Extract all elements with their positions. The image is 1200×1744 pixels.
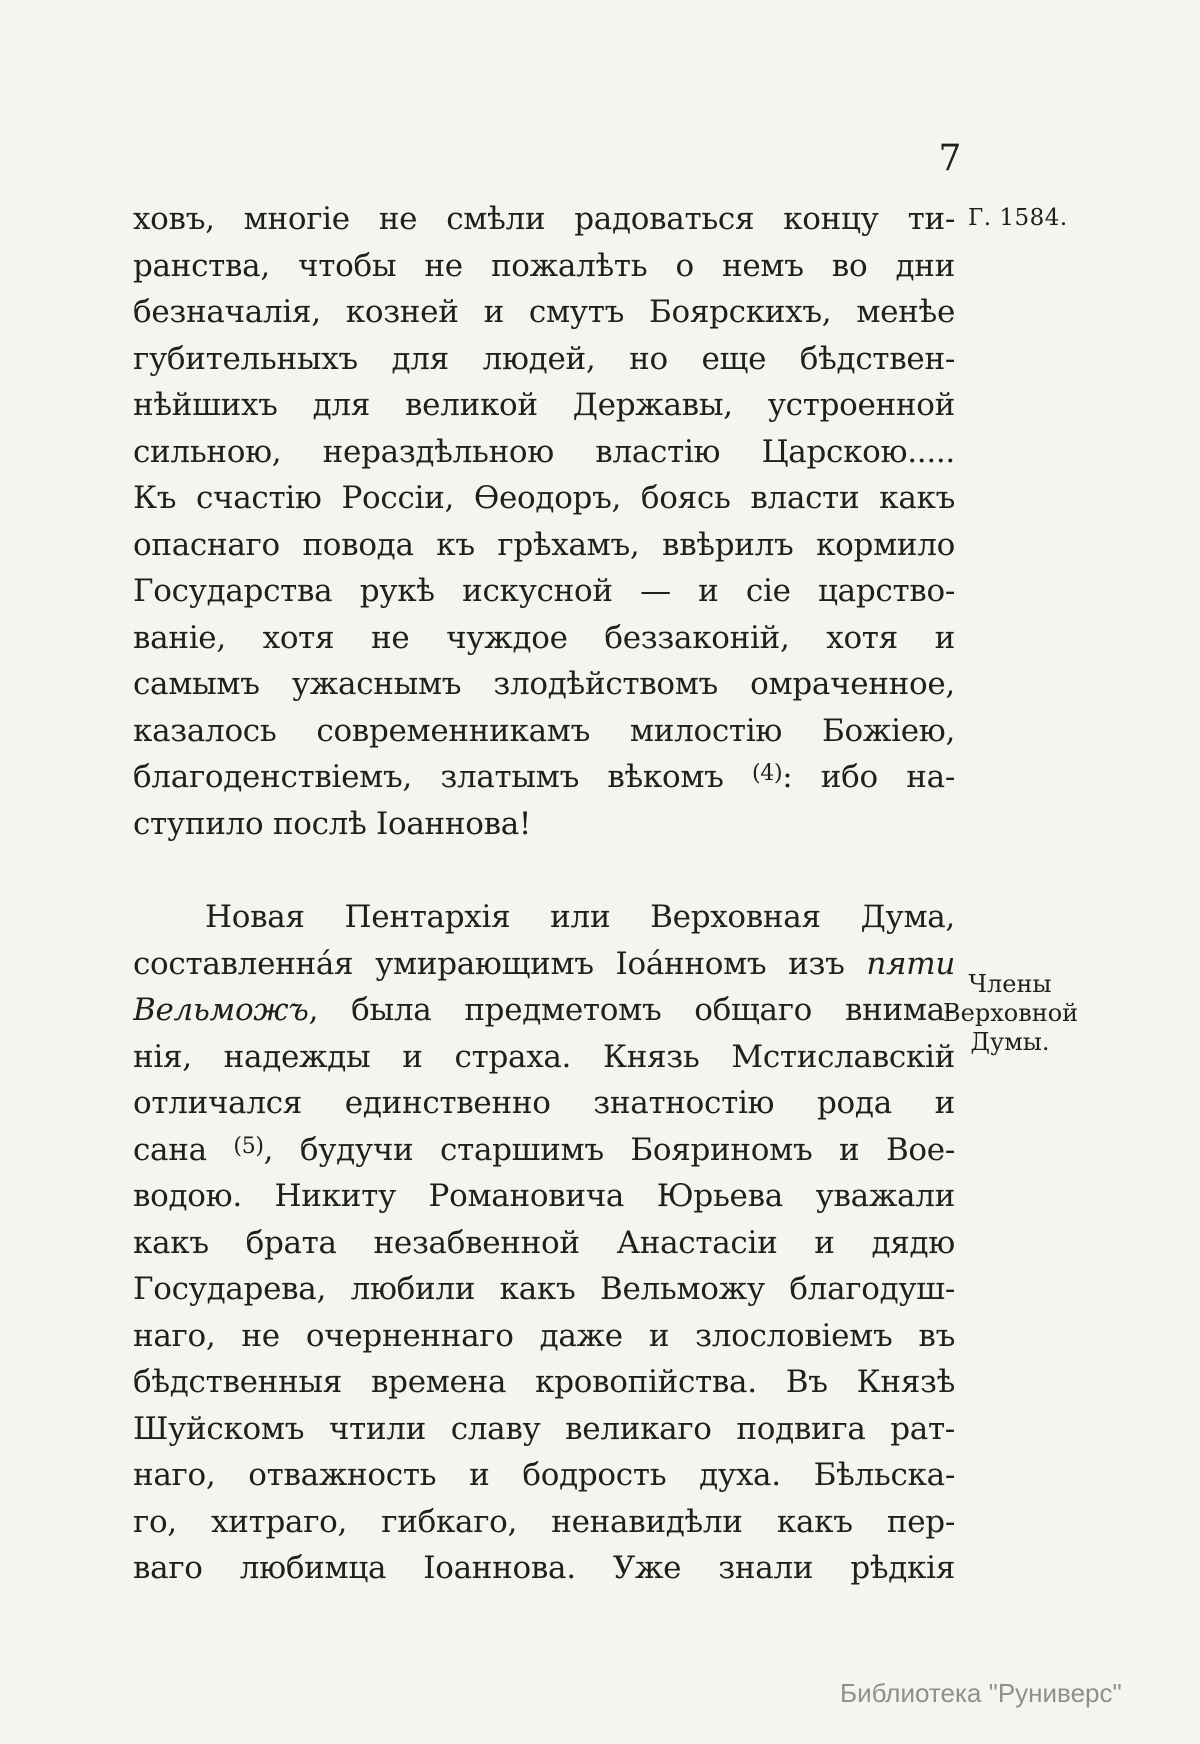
text-line: губительныхъ для людей, но еще бѣдствен- xyxy=(133,340,955,377)
library-watermark: Библиотека "Руниверс" xyxy=(840,1678,1122,1708)
text-segment: , будучи старшимъ Бояриномъ и Вое- xyxy=(263,1131,955,1168)
text-line: ховъ, многіе не смѣли радоваться концу ти- xyxy=(133,201,955,237)
text-line: опаснаго повода къ грѣхамъ, ввѣрилъ кормило xyxy=(133,526,955,563)
text-line-with-italic xyxy=(133,941,955,988)
text-line: нія, надежды и страха. Князь Мстиславскій xyxy=(133,1038,955,1075)
text-line: ступило послѣ Іоаннова! xyxy=(133,805,532,842)
paragraph-2 xyxy=(133,894,955,1592)
text-line: ранства, чтобы не пожалѣть о немъ во дни xyxy=(133,247,955,284)
italic-text-segment: Вельможъ xyxy=(133,992,309,1028)
text-line: Новая Пентархія или Верховная Дума, xyxy=(205,899,955,935)
footnote-ref-5: (5) xyxy=(233,1133,264,1159)
text-line: ваго любимца Іоаннова. Уже знали рѣдкія xyxy=(133,1550,955,1586)
text-line-with-footnote-ref xyxy=(133,754,955,801)
text-segment: составленна́я умирающимъ Іоа́нномъ изъ xyxy=(133,945,867,982)
text-line: Государства рукѣ искусной — и сіе царство- xyxy=(133,573,955,609)
margin-note-line: Члены xyxy=(968,970,1052,998)
margin-note-members xyxy=(943,970,1077,1057)
text-line: наго, не очерненнаго даже и злословіемъ въ xyxy=(133,1317,955,1354)
footnote-ref-4: (4) xyxy=(752,761,783,786)
text-line: отличался единственно знатностію рода и xyxy=(133,1085,955,1121)
text-line-with-italic xyxy=(133,987,955,1034)
text-line: наго, отважность и бодрость духа. Бѣльска- xyxy=(133,1457,955,1493)
text-segment: благоденствіемъ, златымъ вѣкомъ xyxy=(133,759,752,795)
text-line: бѣдственныя времена кровопійства. Въ Князѣ xyxy=(133,1364,955,1400)
italic-text-segment: пяти xyxy=(866,945,955,982)
text-line: ваніе, хотя не чуждое беззаконій, хотя и xyxy=(133,619,955,656)
text-line: Къ счастію Россіи, Ѳеодоръ, боясь власти какъ xyxy=(133,480,955,516)
text-segment: сана xyxy=(133,1131,234,1168)
margin-note-year: Г. 1584. xyxy=(968,205,1068,231)
text-line: какъ брата незабвенной Анастасіи и дядю xyxy=(133,1224,955,1261)
text-line: Шуйскомъ чтили славу великаго подвига рат- xyxy=(133,1410,955,1447)
text-line: безначалія, козней и смутъ Боярскихъ, менѣе xyxy=(133,294,955,330)
margin-note-line: Думы. xyxy=(970,1028,1050,1056)
page-number: 7 xyxy=(938,138,962,179)
text-segment: : ибо на- xyxy=(782,759,955,795)
text-line: самымъ ужаснымъ злодѣйствомъ омраченное, xyxy=(133,666,955,702)
paragraph-1 xyxy=(133,196,955,847)
text-line: Государева, любили какъ Вельможу благодуш- xyxy=(133,1271,955,1307)
text-line-with-footnote-ref xyxy=(133,1127,955,1174)
text-line: нѣйшихъ для великой Державы, устроенной xyxy=(133,387,955,423)
text-line: казалось современникамъ милостію Божіею, xyxy=(133,712,955,749)
text-line: сильною, нераздѣльною властію Царскою..... xyxy=(133,433,955,470)
text-segment: , была предметомъ общаго внима- xyxy=(308,992,955,1028)
text-line: го, хитраго, гибкаго, ненавидѣли какъ пер- xyxy=(133,1503,955,1540)
text-line: водою. Никиту Романовича Юрьева уважали xyxy=(133,1178,955,1214)
margin-note-line: Верховной xyxy=(943,999,1079,1027)
